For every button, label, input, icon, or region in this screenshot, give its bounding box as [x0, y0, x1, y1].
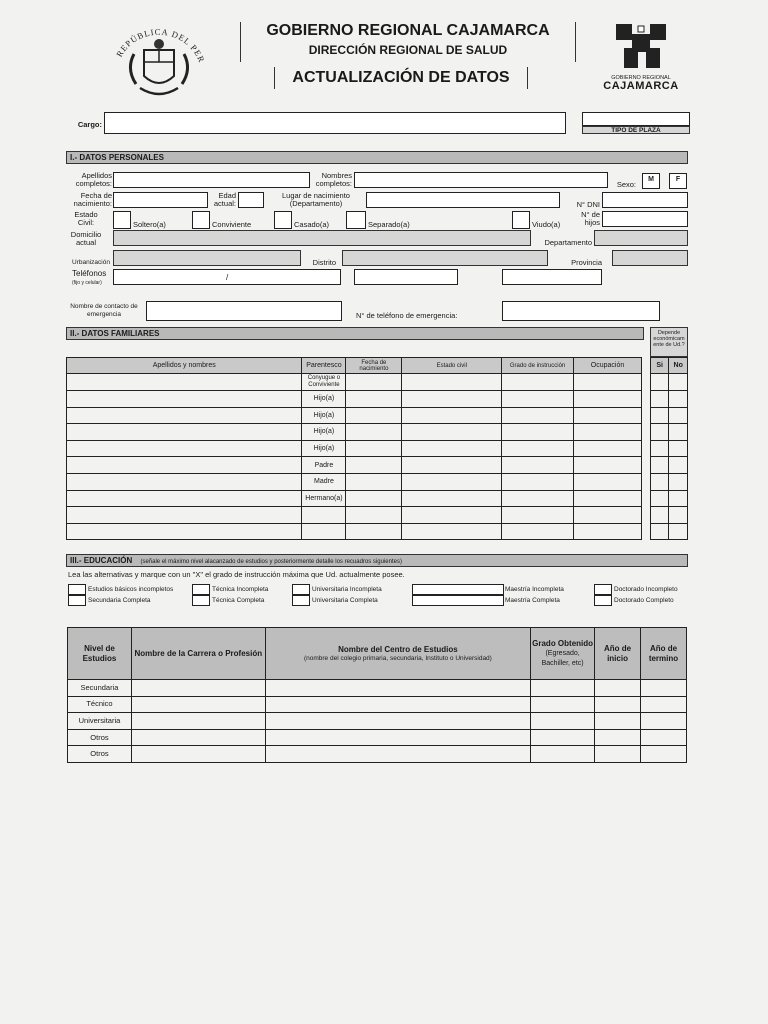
family-cell[interactable] [346, 473, 402, 490]
section-datos-familiares: II.- DATOS FAMILIARES [66, 327, 644, 340]
table-row [67, 391, 642, 408]
family-cell[interactable] [346, 391, 402, 408]
education-cell[interactable] [595, 729, 641, 746]
tipo-plaza-label: TIPO DE PLAZA [582, 126, 690, 134]
education-option-label: Secundaria Completa [88, 597, 151, 604]
table-row [67, 490, 642, 507]
nivel-cell: Otros [68, 729, 132, 746]
viudo-checkbox[interactable] [512, 211, 530, 229]
logo-small-text: GOBIERNO REGIONAL [611, 75, 671, 81]
family-cell[interactable] [346, 424, 402, 441]
parentesco-cell[interactable]: Hermano(a) [302, 490, 346, 507]
family-cell[interactable] [67, 490, 302, 507]
col-carrera: Nombre de la Carrera o Profesión [131, 628, 265, 680]
education-option-checkbox[interactable] [192, 595, 210, 606]
casado-checkbox[interactable] [274, 211, 292, 229]
nivel-cell: Secundaria [68, 680, 132, 697]
apellidos-label: Apellidos completos: [75, 171, 112, 188]
family-cell[interactable] [502, 490, 574, 507]
table-row [67, 507, 642, 524]
family-cell[interactable] [67, 374, 302, 391]
table-row [68, 696, 687, 713]
section-datos-personales: I.- DATOS PERSONALES [66, 151, 688, 164]
education-cell[interactable] [640, 746, 686, 763]
education-cell[interactable] [131, 746, 265, 763]
table-row [651, 523, 688, 540]
contacto-label: Nombre de contacto de emergencia [70, 303, 138, 318]
education-cell[interactable] [595, 746, 641, 763]
family-cell[interactable] [574, 407, 642, 424]
depende-no-cell[interactable] [669, 473, 688, 490]
col-fecha-nac: Fecha de nacimiento [346, 358, 402, 374]
education-option-label: Maestría Incompleta [505, 586, 564, 593]
separado-checkbox[interactable] [346, 211, 366, 229]
education-option-label: Técnica Incompleta [212, 586, 269, 593]
table-row [68, 746, 687, 763]
education-option-checkbox[interactable] [68, 584, 86, 595]
family-cell[interactable] [67, 440, 302, 457]
depende-si-cell[interactable] [651, 391, 669, 408]
telefonos-slash: / [226, 273, 229, 282]
family-cell[interactable] [402, 457, 502, 474]
depende-no-cell[interactable] [669, 457, 688, 474]
family-cell[interactable] [402, 407, 502, 424]
family-cell[interactable] [67, 507, 302, 524]
education-cell[interactable] [265, 680, 530, 697]
family-cell[interactable] [502, 407, 574, 424]
education-cell[interactable] [595, 713, 641, 730]
section-educacion [66, 554, 688, 567]
depende-si-cell[interactable] [651, 407, 669, 424]
sexo-label: Sexo: [616, 180, 636, 189]
family-cell[interactable] [402, 473, 502, 490]
telefono-extra-field-2[interactable] [502, 269, 602, 285]
education-option-checkbox[interactable] [594, 595, 612, 606]
table-row [651, 457, 688, 474]
col-termino: Año de termino [640, 628, 686, 680]
col-nivel: Nivel de Estudios [68, 628, 132, 680]
family-cell[interactable] [574, 457, 642, 474]
family-cell[interactable] [402, 440, 502, 457]
svg-text:REPÚBLICA DEL PERÚ: REPÚBLICA DEL PER [114, 26, 207, 65]
depende-no-cell[interactable] [669, 407, 688, 424]
cargo-label: Cargo: [77, 120, 102, 129]
domicilio-field[interactable] [113, 230, 531, 246]
education-option-checkbox[interactable] [68, 595, 86, 606]
col-parentesco: Parentesco [302, 358, 346, 374]
tipo-plaza-field[interactable] [582, 112, 690, 126]
depende-no-cell[interactable] [669, 440, 688, 457]
nivel-cell: Otros [68, 746, 132, 763]
dni-field[interactable] [602, 192, 688, 208]
family-cell[interactable] [574, 523, 642, 540]
family-cell[interactable] [502, 457, 574, 474]
sexo-f-label: F [675, 176, 681, 183]
education-cell[interactable] [531, 729, 595, 746]
viudo-label: Viudo(a) [532, 220, 561, 229]
family-cell[interactable] [346, 407, 402, 424]
domicilio-label: Domicilio actual [70, 230, 102, 247]
education-cell[interactable] [640, 696, 686, 713]
fecha-nac-field[interactable] [113, 192, 208, 208]
table-row [67, 473, 642, 490]
education-option-label: Universitaria Completa [312, 597, 378, 604]
education-option-checkbox[interactable] [292, 595, 310, 606]
education-cell[interactable] [265, 696, 530, 713]
table-row [67, 424, 642, 441]
section-educacion-note: (señale el máximo nivel alacanzado de estudios y posteriormente detalle los recuadros siguientes) [140, 559, 402, 565]
table-row [651, 424, 688, 441]
education-option-label: Doctorado Completo [614, 597, 674, 604]
family-cell[interactable] [67, 424, 302, 441]
table-row [67, 523, 642, 540]
family-cell[interactable] [346, 457, 402, 474]
education-cell[interactable] [131, 696, 265, 713]
depende-no-cell[interactable] [669, 391, 688, 408]
fecha-nac-label: Fecha de nacimiento: [73, 191, 112, 208]
family-cell[interactable] [574, 391, 642, 408]
col-centro-title: Nombre del Centro de Estudios [338, 644, 458, 654]
family-cell[interactable] [502, 424, 574, 441]
education-option-checkbox[interactable] [292, 584, 310, 595]
education-cell[interactable] [265, 713, 530, 730]
education-cell[interactable] [640, 729, 686, 746]
education-cell[interactable] [131, 713, 265, 730]
col-si: Si [651, 358, 669, 374]
departamento-field[interactable] [594, 230, 688, 246]
education-cell[interactable] [531, 696, 595, 713]
depende-si-cell[interactable] [651, 473, 669, 490]
telefonos-label: Teléfonos [72, 269, 107, 278]
conviviente-label: Conviviente [212, 220, 252, 229]
urbanizacion-field[interactable] [113, 250, 301, 266]
depende-si-cell[interactable] [651, 507, 669, 524]
parentesco-cell[interactable] [302, 523, 346, 540]
table-row [67, 407, 642, 424]
education-cell[interactable] [595, 696, 641, 713]
col-grado-sub: (Egresado, Bachiller, etc) [541, 649, 584, 667]
depende-no-cell[interactable] [669, 424, 688, 441]
table-row [651, 391, 688, 408]
table-row [68, 729, 687, 746]
col-centro-sub: (nombre del colegio primaria, secundaria, Instituto o Universidad) [303, 654, 492, 662]
depende-no-cell[interactable] [669, 507, 688, 524]
sexo-m-label: M [648, 176, 654, 183]
logo-big-text: CAJAMARCA [603, 80, 679, 92]
col-inicio: Año de inicio [595, 628, 641, 680]
cajamarca-logo [596, 20, 686, 90]
peru-emblem [104, 14, 214, 104]
contacto-field[interactable] [146, 301, 342, 321]
dni-label: N° DNI [576, 200, 600, 209]
family-cell[interactable] [402, 391, 502, 408]
family-cell[interactable] [574, 473, 642, 490]
table-row [68, 680, 687, 697]
departamento-label: Departamento [544, 238, 592, 247]
edad-label: Edad actual: [213, 191, 236, 208]
family-cell[interactable] [346, 523, 402, 540]
family-table [66, 357, 642, 540]
family-cell[interactable] [67, 407, 302, 424]
soltero-checkbox[interactable] [113, 211, 131, 229]
distrito-field[interactable] [342, 250, 548, 266]
family-cell[interactable] [574, 424, 642, 441]
education-cell[interactable] [131, 729, 265, 746]
nombres-label: Nombres completos: [315, 171, 352, 188]
education-cell[interactable] [265, 729, 530, 746]
depende-si-cell[interactable] [651, 374, 669, 391]
form-title: ACTUALIZACIÓN DE DATOS [292, 69, 510, 86]
family-cell[interactable] [402, 490, 502, 507]
depende-si-cell[interactable] [651, 457, 669, 474]
education-option-label: Universitaria Incompleta [312, 586, 382, 593]
education-cell[interactable] [595, 680, 641, 697]
parentesco-cell[interactable] [302, 507, 346, 524]
family-cell[interactable] [502, 523, 574, 540]
hijos-label: N° de hijos [581, 210, 600, 227]
col-apellidos: Apellidos y nombres [67, 358, 302, 374]
depende-header: Depende económicam ente de Ud.? [650, 327, 688, 357]
family-cell[interactable] [67, 523, 302, 540]
family-cell[interactable] [502, 440, 574, 457]
depende-si-cell[interactable] [651, 490, 669, 507]
provincia-label: Provincia [571, 258, 602, 267]
lugar-nac-label: Lugar de nacimiento (Departamento) [282, 191, 350, 208]
distrito-label: Distrito [312, 258, 336, 267]
education-cell[interactable] [640, 713, 686, 730]
col-ocupacion: Ocupación [574, 358, 642, 374]
table-row [67, 440, 642, 457]
table-row [67, 457, 642, 474]
parentesco-cell[interactable]: Padre [302, 457, 346, 474]
depende-no-cell[interactable] [669, 374, 688, 391]
parentesco-cell[interactable]: Hijo(a) [302, 424, 346, 441]
family-cell[interactable] [502, 473, 574, 490]
hijos-field[interactable] [602, 211, 688, 227]
col-grado-obtenido [531, 628, 595, 680]
table-row [651, 490, 688, 507]
telefono-extra-field-1[interactable] [354, 269, 458, 285]
col-grado-title: Grado Obtenido [532, 638, 594, 648]
depende-si-cell[interactable] [651, 424, 669, 441]
soltero-label: Soltero(a) [133, 220, 166, 229]
table-row [651, 507, 688, 524]
parentesco-cell[interactable]: Hijo(a) [302, 440, 346, 457]
education-option-label: Estudios básicos incompletos [88, 586, 174, 593]
family-cell[interactable] [346, 440, 402, 457]
education-table [67, 627, 687, 763]
table-row [67, 374, 642, 391]
family-cell[interactable] [502, 391, 574, 408]
table-row [651, 440, 688, 457]
depende-si-cell[interactable] [651, 523, 669, 540]
family-cell[interactable] [346, 490, 402, 507]
education-cell[interactable] [265, 746, 530, 763]
apellidos-field[interactable] [113, 172, 310, 188]
depende-no-cell[interactable] [669, 490, 688, 507]
education-option-checkbox[interactable] [594, 584, 612, 595]
family-cell[interactable] [502, 507, 574, 524]
nivel-cell: Técnico [68, 696, 132, 713]
family-cell[interactable] [67, 473, 302, 490]
education-option-label: Doctorado Incompleto [614, 586, 678, 593]
header-subtitle: DIRECCIÓN REGIONAL DE SALUD [308, 43, 508, 57]
provincia-field[interactable] [612, 250, 688, 266]
estado-civil-label: Estado Civil: [74, 210, 98, 227]
education-cell[interactable] [131, 680, 265, 697]
edad-field[interactable] [238, 192, 264, 208]
urbanizacion-label: Urbanización [72, 259, 110, 266]
table-row [651, 374, 688, 391]
education-cell[interactable] [640, 680, 686, 697]
col-estado-civil: Estado civil [402, 358, 502, 374]
tel-emergencia-field[interactable] [502, 301, 660, 321]
family-cell[interactable] [402, 374, 502, 391]
conviviente-checkbox[interactable] [192, 211, 210, 229]
education-option-checkbox[interactable] [412, 595, 504, 606]
educacion-instruction: Lea las alternativas y marque con un "X" el grado de instrucción máxima que Ud. actualmente posee. [68, 570, 405, 579]
casado-label: Casado(a) [294, 220, 330, 229]
depende-si-cell[interactable] [651, 440, 669, 457]
parentesco-cell[interactable]: Hijo(a) [302, 391, 346, 408]
education-option-label: Maestría Completa [505, 597, 560, 604]
education-option-checkbox[interactable] [192, 584, 210, 595]
family-cell[interactable] [574, 507, 642, 524]
education-cell[interactable] [531, 746, 595, 763]
education-cell[interactable] [531, 680, 595, 697]
tel-emergencia-label: N° de teléfono de emergencia: [356, 311, 458, 320]
header-title: GOBIERNO REGIONAL CAJAMARCA [266, 22, 550, 39]
table-row [68, 713, 687, 730]
parentesco-cell[interactable]: Madre [302, 473, 346, 490]
col-grado: Grado de instrucción [502, 358, 574, 374]
depende-no-cell[interactable] [669, 523, 688, 540]
education-option-label: Técnica Completa [212, 597, 265, 604]
family-cell[interactable] [402, 507, 502, 524]
family-cell[interactable] [346, 507, 402, 524]
family-cell[interactable] [346, 374, 402, 391]
separado-label: Separado(a) [368, 220, 410, 229]
depende-table [650, 357, 688, 540]
family-cell[interactable] [574, 440, 642, 457]
col-centro [265, 628, 530, 680]
family-cell[interactable] [574, 374, 642, 391]
nivel-cell: Universitaria [68, 713, 132, 730]
nombres-field[interactable] [354, 172, 608, 188]
col-no: No [669, 358, 688, 374]
family-cell[interactable] [67, 391, 302, 408]
table-row [651, 407, 688, 424]
family-cell[interactable] [574, 490, 642, 507]
cargo-field[interactable] [104, 112, 566, 134]
lugar-nac-field[interactable] [366, 192, 560, 208]
family-cell[interactable] [502, 374, 574, 391]
education-option-checkbox[interactable] [412, 584, 504, 595]
family-cell[interactable] [402, 424, 502, 441]
parentesco-cell[interactable]: Conyugue o Conviviente [302, 374, 346, 391]
parentesco-cell[interactable]: Hijo(a) [302, 407, 346, 424]
education-cell[interactable] [531, 713, 595, 730]
family-cell[interactable] [402, 523, 502, 540]
telefonos-sublabel: (fijo y celular) [72, 280, 102, 286]
family-cell[interactable] [67, 457, 302, 474]
table-row [651, 473, 688, 490]
section-educacion-title: III.- EDUCACIÓN [70, 556, 133, 565]
